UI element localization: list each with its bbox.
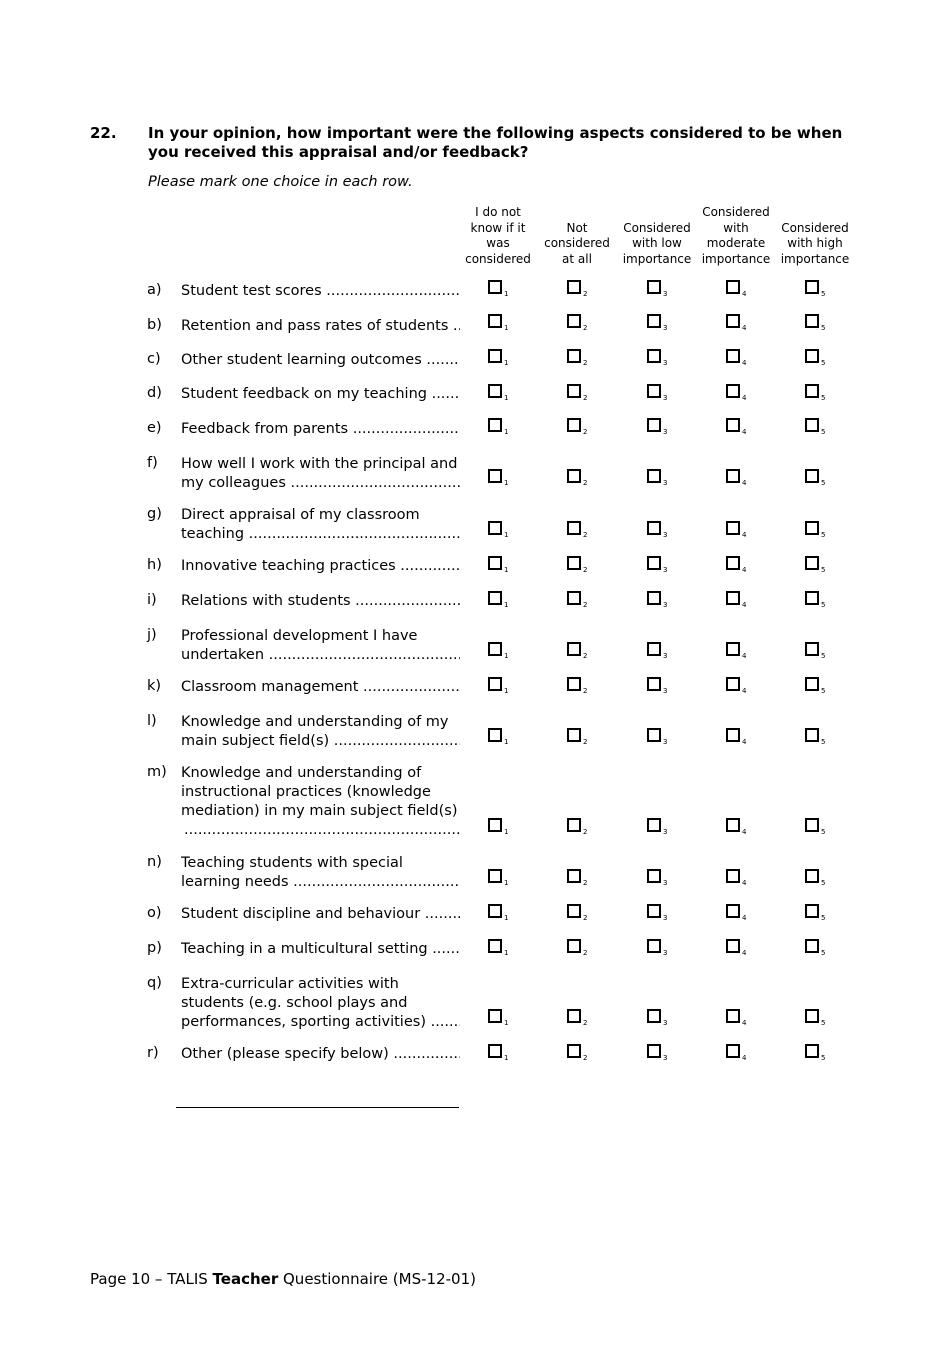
checkbox-code: 3: [663, 394, 668, 402]
checkbox-option-2[interactable]: [567, 349, 581, 363]
checkbox-code: 1: [504, 394, 509, 402]
row-label: [181, 764, 460, 840]
checkbox-option-5[interactable]: [805, 469, 819, 483]
checkbox-option-3[interactable]: [647, 469, 661, 483]
checkbox-code: 4: [742, 1019, 747, 1027]
checkbox-code: 5: [821, 479, 826, 487]
row-label: [181, 455, 460, 493]
checkbox-code: 1: [504, 738, 509, 746]
checkbox-option-1[interactable]: [488, 349, 502, 363]
checkbox-option-3[interactable]: [647, 418, 661, 432]
checkbox-code: 4: [742, 479, 747, 487]
checkbox-option-5[interactable]: [805, 591, 819, 605]
row-letter: c): [147, 351, 161, 367]
column-header-line: Considered: [623, 220, 691, 235]
row-label: [181, 385, 460, 404]
checkbox-option-3[interactable]: [647, 869, 661, 883]
row-label-line: Other (please specify below) .....: [181, 1045, 460, 1064]
checkbox-option-4[interactable]: [726, 349, 740, 363]
checkbox-option-2[interactable]: [567, 939, 581, 953]
checkbox-code: 4: [742, 828, 747, 836]
row-letter: b): [147, 317, 162, 333]
checkbox-code: 4: [742, 601, 747, 609]
checkbox-code: 5: [821, 531, 826, 539]
row-label: [181, 282, 460, 301]
row-label-line: Relations with students .....: [181, 592, 460, 611]
checkbox-code: 1: [504, 290, 509, 298]
checkbox-option-5[interactable]: [805, 280, 819, 294]
checkbox-option-3[interactable]: [647, 521, 661, 535]
checkbox-code: 3: [663, 828, 668, 836]
row-label-line: Student discipline and behaviour .....: [181, 905, 460, 924]
column-header-line: considered: [465, 251, 531, 266]
column-header-2: [535, 205, 619, 267]
column-header-line: importance: [622, 251, 692, 266]
row-label-line: performances, sporting activities) .....: [181, 1013, 460, 1032]
row-label: [181, 420, 460, 439]
checkbox-code: 3: [663, 914, 668, 922]
checkbox-code: 1: [504, 1054, 509, 1062]
checkbox-option-5[interactable]: [805, 677, 819, 691]
checkbox-option-5[interactable]: [805, 642, 819, 656]
checkbox-code: 3: [663, 601, 668, 609]
row-label: [181, 627, 460, 665]
checkbox-option-3[interactable]: [647, 904, 661, 918]
checkbox-code: 3: [663, 324, 668, 332]
checkbox-option-1[interactable]: [488, 280, 502, 294]
checkbox-code: 1: [504, 601, 509, 609]
checkbox-option-4[interactable]: [726, 728, 740, 742]
row-label-line: Teaching in a multicultural setting .....: [181, 940, 460, 959]
checkbox-option-4[interactable]: [726, 939, 740, 953]
checkbox-code: 1: [504, 828, 509, 836]
checkbox-option-1[interactable]: [488, 591, 502, 605]
checkbox-code: 1: [504, 1019, 509, 1027]
checkbox-option-1[interactable]: [488, 1009, 502, 1023]
checkbox-code: 5: [821, 428, 826, 436]
row-letter: o): [147, 905, 162, 921]
checkbox-option-5[interactable]: [805, 556, 819, 570]
row-label-line: mediation) in my main subject field(s): [181, 803, 458, 819]
checkbox-option-1[interactable]: [488, 1044, 502, 1058]
checkbox-code: 4: [742, 324, 747, 332]
checkbox-option-2[interactable]: [567, 728, 581, 742]
checkbox-option-2[interactable]: [567, 521, 581, 535]
row-letter: q): [147, 975, 162, 991]
checkbox-option-5[interactable]: [805, 384, 819, 398]
checkbox-option-5[interactable]: [805, 1044, 819, 1058]
checkbox-option-4[interactable]: [726, 1009, 740, 1023]
checkbox-code: 4: [742, 290, 747, 298]
row-label-line: students (e.g. school plays and: [181, 995, 408, 1011]
footer-bold: Teacher: [212, 1270, 279, 1288]
row-letter: h): [147, 557, 162, 573]
column-header-3: [615, 205, 699, 267]
column-header-line: moderate: [706, 236, 766, 250]
row-label-line: main subject field(s) .....: [181, 732, 460, 751]
checkbox-option-1[interactable]: [488, 384, 502, 398]
checkbox-code: 2: [583, 324, 588, 332]
checkbox-code: 2: [583, 949, 588, 957]
checkbox-code: 1: [504, 359, 509, 367]
checkbox-code: 4: [742, 428, 747, 436]
footer-prefix: Page 10 – TALIS: [90, 1270, 213, 1288]
checkbox-option-2[interactable]: [567, 869, 581, 883]
checkbox-option-5[interactable]: [805, 349, 819, 363]
checkbox-option-2[interactable]: [567, 384, 581, 398]
checkbox-code: 3: [663, 566, 668, 574]
checkbox-option-4[interactable]: [726, 314, 740, 328]
checkbox-option-3[interactable]: [647, 939, 661, 953]
row-letter: p): [147, 940, 162, 956]
row-label-line: teaching .....: [181, 525, 460, 544]
row-letter: n): [147, 854, 162, 870]
row-letter: k): [147, 678, 162, 694]
checkbox-option-4[interactable]: [726, 280, 740, 294]
checkbox-code: 2: [583, 359, 588, 367]
checkbox-code: 2: [583, 566, 588, 574]
checkbox-code: 2: [583, 652, 588, 660]
checkbox-code: 3: [663, 359, 668, 367]
checkbox-code: 1: [504, 687, 509, 695]
column-header-5: [773, 205, 857, 267]
checkbox-option-3[interactable]: [647, 280, 661, 294]
row-label-line: Student feedback on my teaching .....: [181, 385, 460, 404]
row-label: [181, 905, 460, 924]
row-label: [181, 1045, 460, 1064]
checkbox-code: 3: [663, 290, 668, 298]
checkbox-option-4[interactable]: [726, 521, 740, 535]
specify-other-line[interactable]: [176, 1107, 459, 1108]
checkbox-code: 5: [821, 1019, 826, 1027]
checkbox-option-1[interactable]: [488, 939, 502, 953]
checkbox-code: 5: [821, 359, 826, 367]
checkbox-code: 4: [742, 652, 747, 660]
checkbox-option-4[interactable]: [726, 591, 740, 605]
row-label-line: Other student learning outcomes .....: [181, 351, 460, 370]
checkbox-code: 4: [742, 687, 747, 695]
checkbox-option-2[interactable]: [567, 642, 581, 656]
checkbox-code: 4: [742, 949, 747, 957]
checkbox-option-2[interactable]: [567, 469, 581, 483]
row-label-line: Teaching students with special: [181, 855, 403, 871]
footer-suffix: Questionnaire (MS-12-01): [278, 1270, 476, 1288]
row-label: [181, 557, 460, 576]
row-label-line: Knowledge and understanding of my: [181, 714, 449, 730]
checkbox-code: 2: [583, 428, 588, 436]
checkbox-option-3[interactable]: [647, 642, 661, 656]
column-header-line: I do not: [475, 205, 521, 219]
row-label: [181, 506, 460, 544]
checkbox-option-4[interactable]: [726, 642, 740, 656]
checkbox-option-5[interactable]: [805, 728, 819, 742]
checkbox-option-2[interactable]: [567, 1009, 581, 1023]
column-header-4: [694, 205, 778, 267]
checkbox-option-5[interactable]: [805, 314, 819, 328]
checkbox-code: 2: [583, 828, 588, 836]
row-label: [181, 975, 460, 1032]
checkbox-option-3[interactable]: [647, 314, 661, 328]
checkbox-code: 5: [821, 949, 826, 957]
row-letter: m): [147, 764, 167, 780]
checkbox-code: 2: [583, 479, 588, 487]
checkbox-option-4[interactable]: [726, 1044, 740, 1058]
checkbox-code: 1: [504, 428, 509, 436]
checkbox-option-3[interactable]: [647, 349, 661, 363]
checkbox-code: 5: [821, 738, 826, 746]
checkbox-option-4[interactable]: [726, 384, 740, 398]
checkbox-code: 5: [821, 1054, 826, 1062]
row-label-line: Direct appraisal of my classroom: [181, 507, 420, 523]
checkbox-option-1[interactable]: [488, 677, 502, 691]
row-label: [181, 678, 460, 697]
column-header-line: with high: [787, 236, 843, 250]
checkbox-option-3[interactable]: [647, 556, 661, 570]
checkbox-code: 3: [663, 1054, 668, 1062]
checkbox-code: 2: [583, 1019, 588, 1027]
checkbox-option-1[interactable]: [488, 728, 502, 742]
checkbox-code: 5: [821, 879, 826, 887]
checkbox-option-1[interactable]: [488, 521, 502, 535]
checkbox-option-5[interactable]: [805, 818, 819, 832]
checkbox-option-3[interactable]: [647, 1044, 661, 1058]
checkbox-code: 3: [663, 879, 668, 887]
checkbox-code: 2: [583, 290, 588, 298]
checkbox-option-4[interactable]: [726, 418, 740, 432]
checkbox-code: 4: [742, 566, 747, 574]
checkbox-option-3[interactable]: [647, 1009, 661, 1023]
checkbox-code: 3: [663, 428, 668, 436]
row-label-line: Professional development I have: [181, 628, 418, 644]
checkbox-option-4[interactable]: [726, 677, 740, 691]
checkbox-code: 5: [821, 652, 826, 660]
checkbox-code: 2: [583, 394, 588, 402]
question-number: 22.: [90, 124, 117, 142]
checkbox-code: 5: [821, 324, 826, 332]
column-header-line: at all: [562, 251, 592, 266]
row-letter: g): [147, 506, 162, 522]
checkbox-code: 2: [583, 914, 588, 922]
checkbox-option-1[interactable]: [488, 469, 502, 483]
row-label-line: instructional practices (knowledge: [181, 784, 431, 800]
column-header-line: Considered: [702, 205, 770, 219]
row-label-line: How well I work with the principal and: [181, 456, 458, 472]
checkbox-code: 2: [583, 879, 588, 887]
column-header-line: considered: [544, 236, 610, 250]
checkbox-option-1[interactable]: [488, 314, 502, 328]
checkbox-code: 2: [583, 1054, 588, 1062]
checkbox-code: 1: [504, 324, 509, 332]
row-label: [181, 592, 460, 611]
checkbox-code: 3: [663, 738, 668, 746]
checkbox-option-5[interactable]: [805, 904, 819, 918]
checkbox-code: 2: [583, 531, 588, 539]
checkbox-code: 1: [504, 949, 509, 957]
checkbox-option-3[interactable]: [647, 818, 661, 832]
checkbox-code: 1: [504, 566, 509, 574]
column-header-line: with: [723, 220, 749, 235]
checkbox-code: 1: [504, 652, 509, 660]
column-header-line: Not: [566, 220, 588, 235]
row-label: [181, 351, 460, 370]
column-header-line: know if it: [470, 220, 526, 235]
column-header-line: Considered: [781, 220, 849, 235]
column-header-1: [456, 205, 540, 267]
row-label: [181, 854, 460, 892]
row-label: [181, 317, 460, 336]
checkbox-option-4[interactable]: [726, 469, 740, 483]
page-footer: [90, 1270, 476, 1288]
checkbox-option-1[interactable]: [488, 818, 502, 832]
checkbox-option-1[interactable]: [488, 869, 502, 883]
checkbox-option-3[interactable]: [647, 591, 661, 605]
checkbox-option-5[interactable]: [805, 521, 819, 535]
checkbox-option-4[interactable]: [726, 556, 740, 570]
checkbox-option-1[interactable]: [488, 642, 502, 656]
row-label-line: Feedback from parents .....: [181, 420, 460, 439]
checkbox-code: 1: [504, 879, 509, 887]
row-letter: f): [147, 455, 158, 471]
checkbox-code: 5: [821, 687, 826, 695]
checkbox-code: 3: [663, 652, 668, 660]
row-letter: j): [147, 627, 157, 643]
checkbox-code: 4: [742, 1054, 747, 1062]
row-label-line: Retention and pass rates of students .....: [181, 317, 460, 336]
checkbox-code: 4: [742, 738, 747, 746]
row-letter: d): [147, 385, 162, 401]
checkbox-option-4[interactable]: [726, 818, 740, 832]
row-label-line: [181, 821, 460, 840]
checkbox-code: 4: [742, 914, 747, 922]
checkbox-option-2[interactable]: [567, 1044, 581, 1058]
checkbox-option-2[interactable]: [567, 677, 581, 691]
checkbox-code: 5: [821, 828, 826, 836]
row-letter: l): [147, 713, 157, 729]
row-letter: i): [147, 592, 157, 608]
checkbox-code: 5: [821, 394, 826, 402]
column-header-line: importance: [780, 251, 850, 266]
checkbox-code: 1: [504, 914, 509, 922]
checkbox-code: 5: [821, 601, 826, 609]
checkbox-code: 2: [583, 601, 588, 609]
checkbox-option-5[interactable]: [805, 418, 819, 432]
checkbox-code: 5: [821, 290, 826, 298]
checkbox-code: 4: [742, 394, 747, 402]
row-label-line: my colleagues .....: [181, 474, 460, 493]
row-label-line: learning needs .....: [181, 873, 460, 892]
checkbox-option-5[interactable]: [805, 1009, 819, 1023]
checkbox-option-2[interactable]: [567, 818, 581, 832]
checkbox-option-2[interactable]: [567, 280, 581, 294]
question-instruction: Please mark one choice in each row.: [148, 174, 413, 190]
checkbox-option-1[interactable]: [488, 904, 502, 918]
row-letter: r): [147, 1045, 159, 1061]
checkbox-option-2[interactable]: [567, 591, 581, 605]
checkbox-code: 1: [504, 531, 509, 539]
checkbox-code: 5: [821, 566, 826, 574]
checkbox-option-4[interactable]: [726, 869, 740, 883]
checkbox-code: 3: [663, 949, 668, 957]
checkbox-option-1[interactable]: [488, 418, 502, 432]
checkbox-code: 2: [583, 738, 588, 746]
checkbox-option-2[interactable]: [567, 418, 581, 432]
checkbox-option-3[interactable]: [647, 677, 661, 691]
checkbox-code: 3: [663, 531, 668, 539]
checkbox-code: 2: [583, 687, 588, 695]
checkbox-option-5[interactable]: [805, 869, 819, 883]
checkbox-option-2[interactable]: [567, 904, 581, 918]
checkbox-code: 3: [663, 687, 668, 695]
row-label-line: Student test scores .....: [181, 282, 460, 301]
checkbox-option-3[interactable]: [647, 728, 661, 742]
row-label: [181, 713, 460, 751]
checkbox-code: 1: [504, 479, 509, 487]
checkbox-code: 4: [742, 359, 747, 367]
checkbox-code: 4: [742, 531, 747, 539]
row-letter: e): [147, 420, 162, 436]
row-label-line: Knowledge and understanding of: [181, 765, 422, 781]
row-letter: a): [147, 282, 162, 298]
question-text: In your opinion, how important were the following aspects considered to be when you received this appraisal and/or feedback?: [148, 124, 843, 161]
column-header-line: importance: [701, 251, 771, 266]
checkbox-option-5[interactable]: [805, 939, 819, 953]
row-label-line: Classroom management .....: [181, 678, 460, 697]
checkbox-code: 4: [742, 879, 747, 887]
checkbox-option-4[interactable]: [726, 904, 740, 918]
checkbox-code: 3: [663, 479, 668, 487]
row-label-line: Innovative teaching practices .....: [181, 557, 460, 576]
checkbox-code: 5: [821, 914, 826, 922]
checkbox-option-2[interactable]: [567, 314, 581, 328]
row-label-line: Extra-curricular activities with: [181, 976, 399, 992]
checkbox-option-1[interactable]: [488, 556, 502, 570]
checkbox-option-3[interactable]: [647, 384, 661, 398]
row-label: [181, 940, 460, 959]
column-header-line: was: [486, 236, 510, 250]
row-label-line: undertaken .....: [181, 646, 460, 665]
checkbox-option-2[interactable]: [567, 556, 581, 570]
column-header-line: with low: [632, 236, 682, 250]
checkbox-code: 3: [663, 1019, 668, 1027]
